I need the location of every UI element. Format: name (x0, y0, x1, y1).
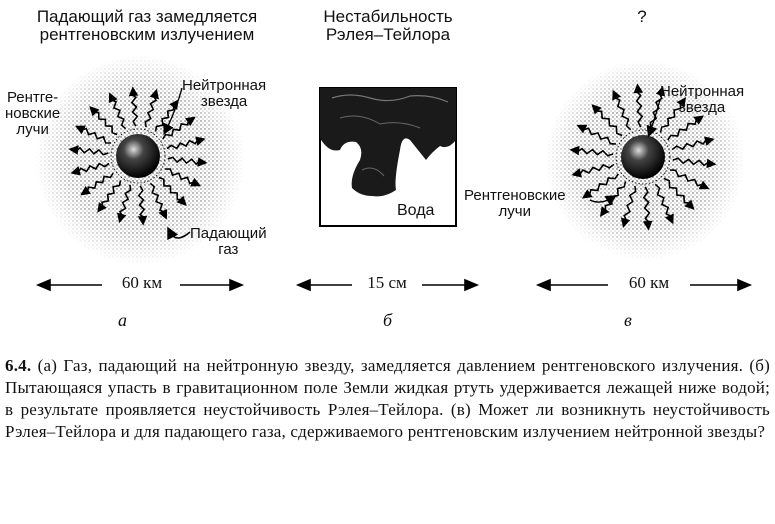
panel-a-xray-label-1: Рентге- (6, 89, 59, 106)
panel-a-gas-label-2: газ (218, 241, 239, 258)
panel-a-title-line1: Падающий газ замедляется (36, 7, 258, 26)
panel-b-tank (320, 88, 456, 226)
panel-b-letter: б (383, 310, 393, 330)
panel-c-xray-label-2: лучи (498, 203, 531, 220)
panel-c-ns-label-1: Нейтронная (660, 83, 745, 100)
panel-a-gas-label-1: Падающий (190, 225, 267, 242)
panel-b-water-label: Вода (397, 202, 435, 219)
panel-b-scale: 15 см (367, 273, 407, 292)
panel-c-letter: в (624, 310, 632, 330)
panel-c-scale: 60 км (628, 273, 670, 292)
panel-c-xray-label-1: Рентгеновские (464, 187, 566, 204)
panel-a-xray-label (5, 90, 60, 138)
caption-text: (а) Газ, падающий на нейтронную звезду, замедляется давлением рентгеновского излучения. (б) Пытающаяся упасть в гравитационном поле Земли жидкая ртуть удерживается лежащей ниже водой; в результате проявляется неустойчивость Рэлея–Тейлора. (в) Может ли возникнуть неустойчивость Рэлея–Тейлора и для падающего газа, сдерживаемого рентгеновским излучением нейтронной звезды? (5, 356, 770, 441)
panel-c-ns-label (660, 84, 744, 116)
panel-a-xray-label-2: новские (5, 105, 61, 122)
figure-caption (5, 355, 770, 443)
panel-a-ns-label (182, 78, 266, 110)
panel-a-gas-label (190, 226, 267, 258)
panel-a-letter: а (118, 310, 127, 330)
panel-a-xray-label-3: лучи (16, 121, 49, 138)
panel-c-ns-label-2: звезда (678, 99, 726, 116)
panel-c-title: ? (637, 7, 647, 26)
panel-a-title (18, 8, 276, 44)
panel-b-title-line2: Рэлея–Тейлора (325, 25, 451, 44)
panel-a-scale: 60 км (121, 273, 163, 292)
panel-a-neutron-star (116, 134, 160, 178)
panel-c-neutron-star (621, 135, 665, 179)
panel-b-title (298, 8, 478, 44)
panel-a-ns-label-2: звезда (200, 93, 248, 110)
caption-number: 6.4. (5, 356, 32, 375)
panel-c-xray-label (464, 188, 566, 220)
panel-a-ns-label-1: Нейтронная (182, 77, 267, 94)
panel-b-title-line1: Нестабильность (323, 7, 453, 26)
panel-a-title-line2: рентгеновским излучением (39, 25, 255, 44)
